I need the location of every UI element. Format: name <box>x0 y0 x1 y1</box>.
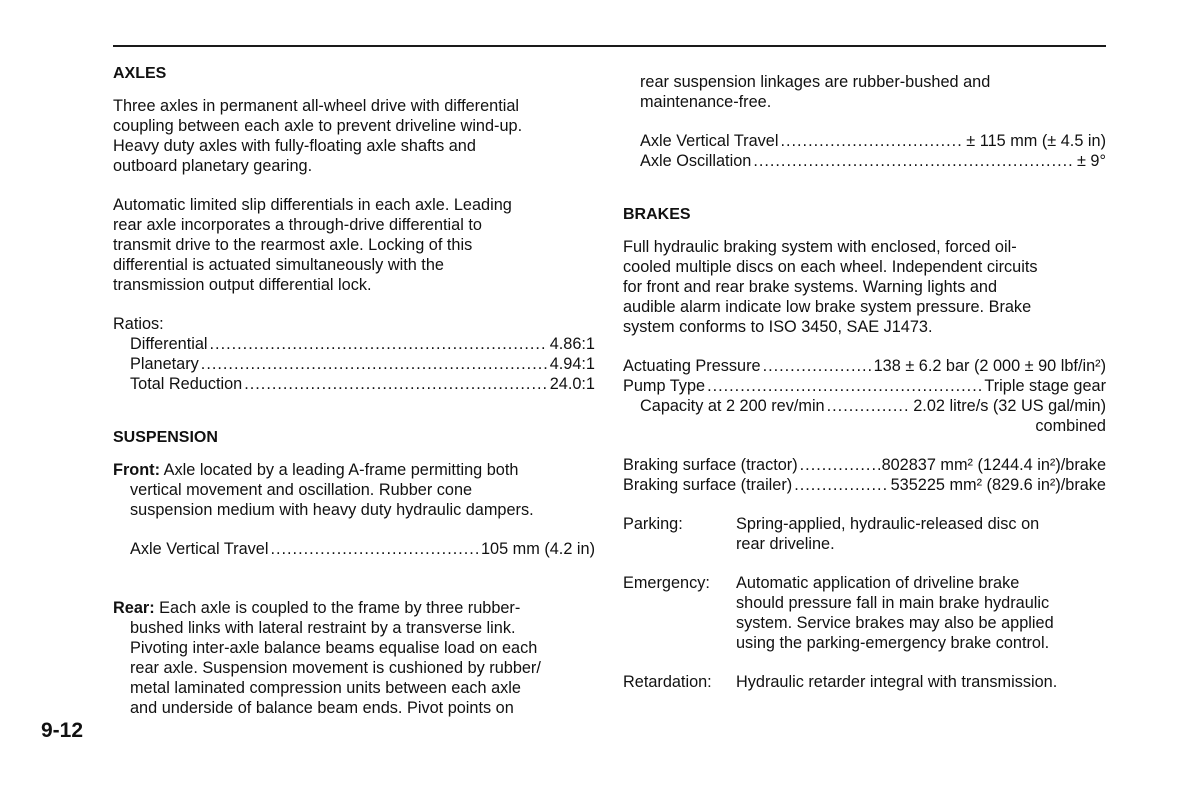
ratio-row: Differential ..... 4.86:1 <box>130 334 595 354</box>
axles-heading: AXLES <box>113 65 167 82</box>
right-column <box>623 62 1106 711</box>
brake-specs <box>623 356 1106 436</box>
brakes-intro: Full hydraulic braking system with enclosed, forced oil- cooled multiple discs on each wheel. Independent circuits for front and rear brake systems. Warning lights and audible alarm indicate low brake system pressure. Brake system conforms to ISO 3450, SAE J1473. <box>623 238 1038 336</box>
brakes-heading: BRAKES <box>623 206 691 223</box>
pump-type-row: Pump Type ..... Triple stage gear <box>623 376 1106 396</box>
capacity-continued: combined <box>1035 417 1106 435</box>
axles-paragraph-1: Three axles in permanent all-wheel drive with differential coupling between each axle to prevent driveline wind-up. Heavy duty axles with fully-floating axle shafts and outboard planetary gearing. <box>113 97 523 175</box>
ratio-row: Total Reduction ..... 24.0:1 <box>130 374 595 394</box>
axles-paragraph-2: Automatic limited slip differentials in each axle. Leading rear axle incorporates a through-drive differential to transmit drive to the rearmost axle. Locking of this differential is actuated simultaneously with the transmission output differential lock. <box>113 196 512 294</box>
suspension-heading: SUSPENSION <box>113 429 218 446</box>
actuating-pressure-row: Actuating Pressure ..... 138 ± 6.2 bar (2 000 ± 90 lbf/in²) <box>623 356 1106 376</box>
braking-surfaces <box>623 455 1106 495</box>
retardation: Retardation: Hydraulic retarder integral with transmission. <box>623 673 1058 691</box>
left-column <box>113 62 595 718</box>
parking-brake: Parking: Spring-applied, hydraulic-released disc on rear driveline. <box>623 515 1040 553</box>
ratios-label: Ratios: <box>113 315 164 333</box>
ratios-list <box>113 334 595 394</box>
rear-suspension-continued: rear suspension linkages are rubber-bushed and maintenance-free. <box>640 73 991 111</box>
capacity-row: Capacity at 2 200 rev/min ..... 2.02 litre/s (32 US gal/min) <box>623 396 1106 416</box>
emergency-brake: Emergency: Automatic application of driveline brake should pressure fall in main brake hydraulic system. Service brakes may also be applied using the parking-emergency brake control. <box>623 574 1054 652</box>
spec-row: Axle Oscillation ..... ± 9° <box>640 151 1106 171</box>
braking-surface-trailer: Braking surface (trailer) ..... 535225 mm² (829.6 in²)/brake <box>623 475 1106 495</box>
front-axle-travel: Axle Vertical Travel ..... 105 mm (4.2 in) <box>113 539 595 559</box>
top-rule <box>113 45 1106 47</box>
page-number: 9-12 <box>41 719 84 742</box>
ratio-row: Planetary ..... 4.94:1 <box>130 354 595 374</box>
spec-row: Axle Vertical Travel ..... ± 115 mm (± 4.5 in) <box>640 131 1106 151</box>
rear-suspension-text: Rear: Each axle is coupled to the frame by three rubber- bushed links with lateral restraint by a transverse link. Pivoting inter-axle balance beams equalise load on each rear axle. Suspension movement is cushioned by rubber/ metal laminated compression units between each axle and underside of balance beam ends. Pivot points on <box>113 599 541 717</box>
front-suspension-text: Front: Axle located by a leading A-frame permitting both vertical movement and oscillation. Rubber cone suspension medium with heavy duty hydraulic dampers. <box>113 461 534 519</box>
braking-surface-tractor: Braking surface (tractor) ..... 802837 mm² (1244.4 in²)/brake <box>623 455 1106 475</box>
rear-suspension-specs <box>623 131 1106 171</box>
